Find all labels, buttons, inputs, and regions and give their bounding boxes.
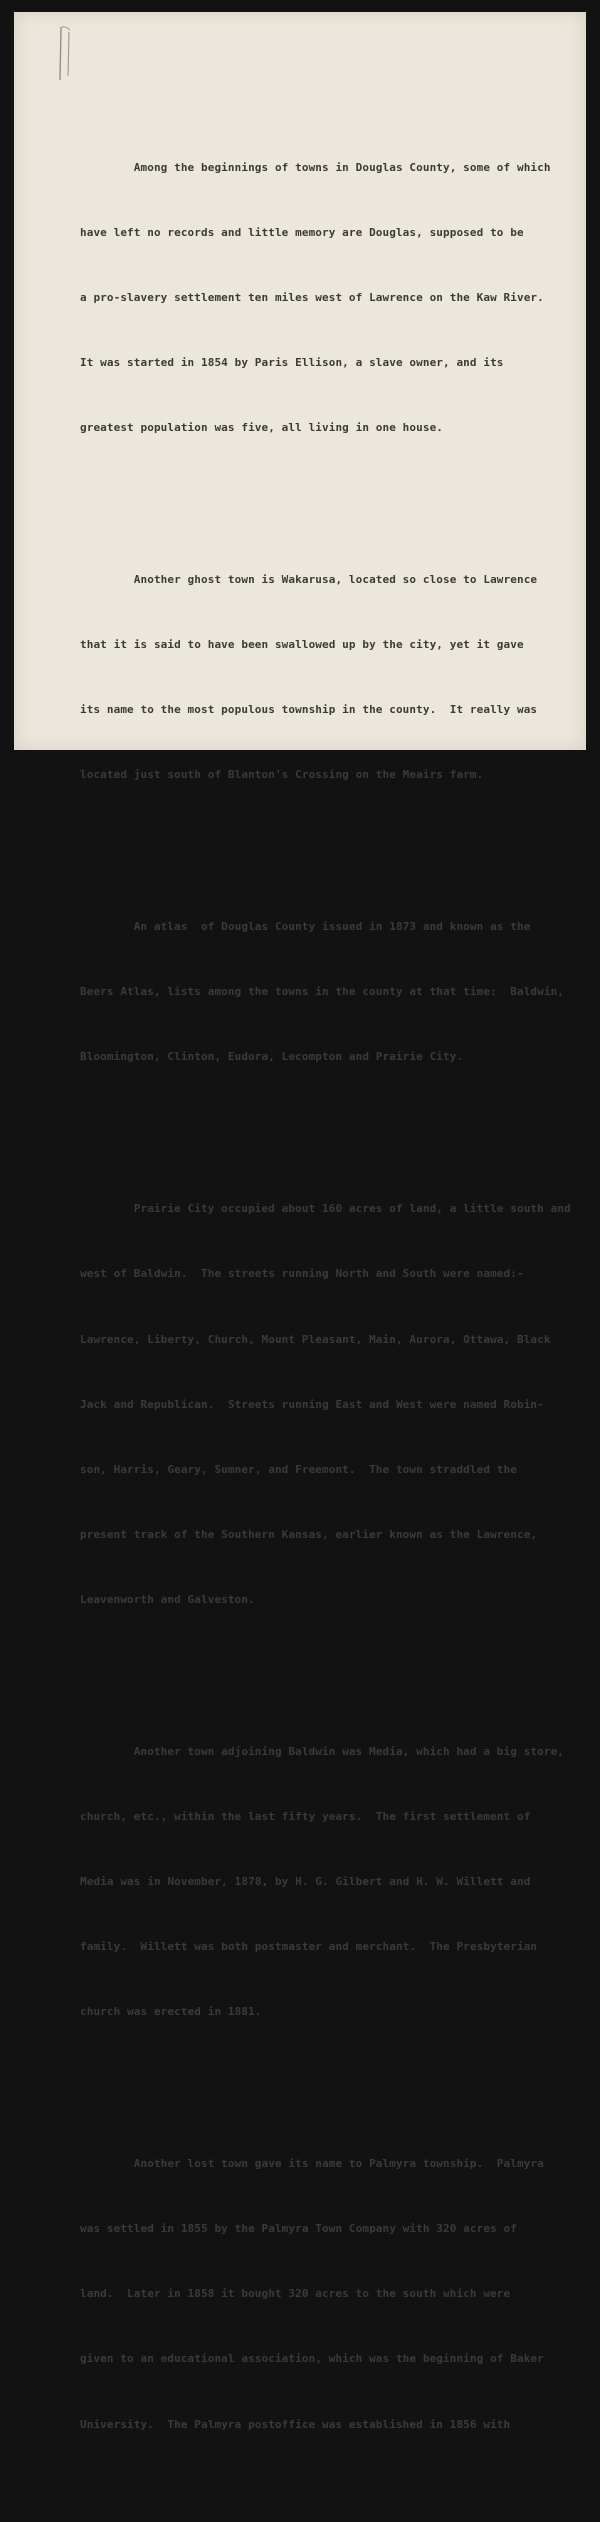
paragraph-5 xyxy=(80,1697,580,2066)
text-line: a pro-slavery settlement ten miles west of Lawrence on the Kaw River. xyxy=(80,291,544,304)
typed-text xyxy=(80,70,580,2522)
text-line: Lawrence, Liberty, Church, Mount Pleasant, Main, Aurora, Ottawa, Black xyxy=(80,1332,551,1346)
paragraph-2 xyxy=(80,526,580,830)
paragraph-1 xyxy=(80,113,580,482)
text-line: Another lost town gave its name to Palmyra township. Palmyra xyxy=(80,2157,544,2171)
text-line: located just south of Blanton's Crossing on the Meairs farm. xyxy=(80,768,484,782)
text-line: family. Willett was both postmaster and merchant. The Presbyterian xyxy=(80,1940,538,1954)
text-line: church, etc., within the last fifty years. The first settlement of xyxy=(80,1809,531,1823)
text-line: It was started in 1854 by Paris Ellison, a slave owner, and its xyxy=(80,356,504,370)
text-line: west of Baldwin. The streets running North and South were named:- xyxy=(80,1267,524,1281)
text-line: Media was in November, 1878, by H. G. Gilbert and H. W. Willett and xyxy=(80,1875,531,1889)
paragraph-6 xyxy=(80,2110,580,2479)
text-line: present track of the Southern Kansas, earlier known as the Lawrence, xyxy=(80,1527,538,1541)
text-line: given to an educational association, which was the beginning of Baker xyxy=(80,2352,544,2366)
text-line: University. The Palmyra postoffice was established in 1856 with xyxy=(80,2417,511,2431)
text-line: son, Harris, Geary, Sumner, and Freemont. The town straddled the xyxy=(80,1462,517,1476)
text-line: church was erected in 1881. xyxy=(80,2005,262,2019)
text-line: greatest population was five, all living in one house. xyxy=(80,421,444,435)
text-line: that it is said to have been swallowed up by the city, yet it gave xyxy=(80,638,524,652)
text-line: Beers Atlas, lists among the towns in the county at that time: Baldwin, xyxy=(80,985,565,999)
text-line: its name to the most populous township in the county. It really was xyxy=(80,703,538,717)
paragraph-3 xyxy=(80,873,580,1112)
text-line: Bloomington, Clinton, Eudora, Lecompton and Prairie City. xyxy=(80,1050,464,1064)
staple-mark xyxy=(58,26,72,82)
text-line: was settled in 1855 by the Palmyra Town Company with 320 acres of xyxy=(80,2222,517,2236)
text-line: Another ghost town is Wakarusa, located so close to Lawrence xyxy=(80,573,538,587)
typed-page xyxy=(14,12,586,2431)
text-line: Jack and Republican. Streets running East and West were named Robin- xyxy=(80,1397,544,1411)
paragraph-4 xyxy=(80,1155,580,1654)
text-line: Leavenworth and Galveston. xyxy=(80,1592,255,1606)
text-line: have left no records and little memory are Douglas, supposed to be xyxy=(80,225,524,239)
text-line: land. Later in 1858 it bought 320 acres to the south which were xyxy=(80,2287,511,2301)
text-line: An atlas of Douglas County issued in 1873 and known as the xyxy=(80,920,531,934)
text-line: Prairie City occupied about 160 acres of land, a little south and xyxy=(80,1202,571,1216)
text-line: Among the beginnings of towns in Douglas County, some of which xyxy=(80,160,551,174)
text-line: Another town adjoining Baldwin was Media, which had a big store, xyxy=(80,1744,565,1758)
